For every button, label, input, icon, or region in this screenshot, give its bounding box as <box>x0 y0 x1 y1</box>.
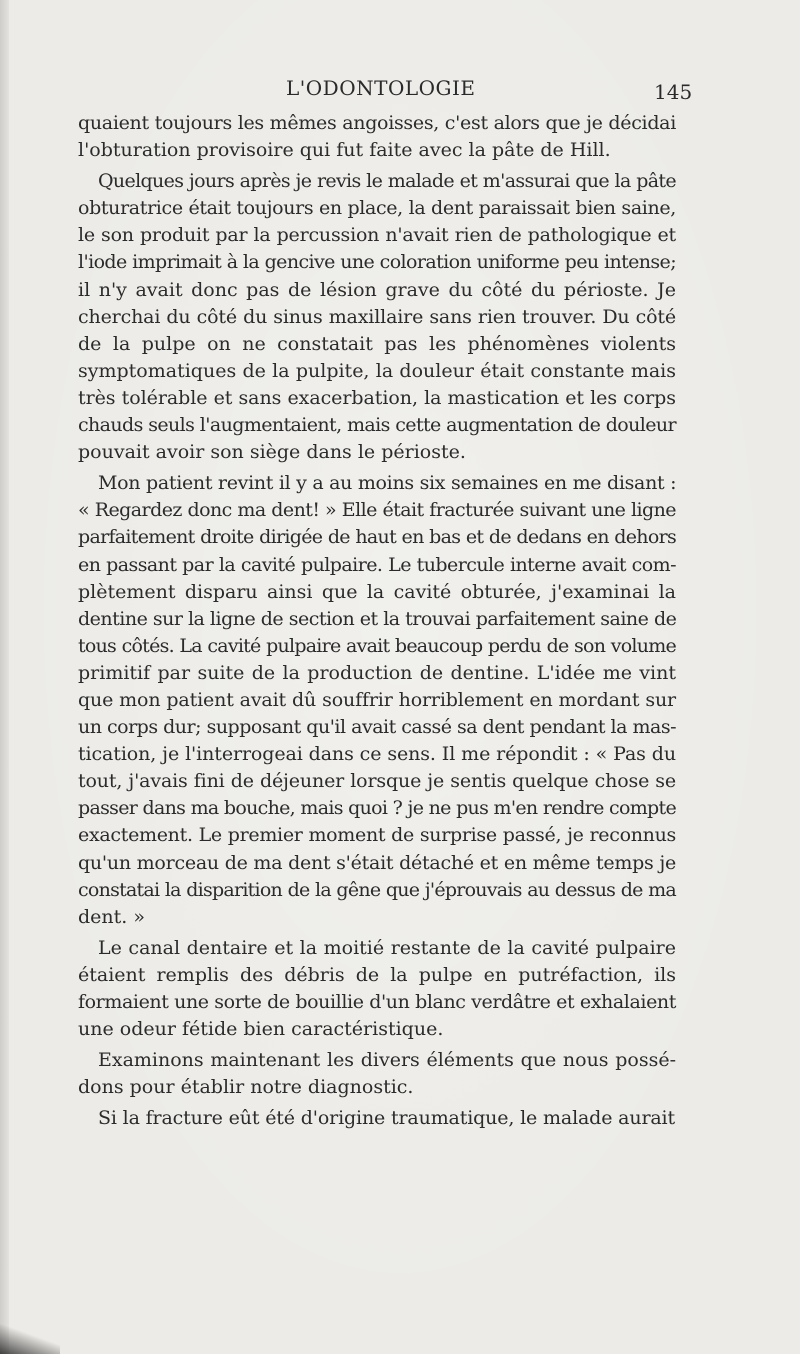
text-line: obturatrice était toujours en place, la dent paraissait bien saine, <box>78 197 676 220</box>
text-line: le son produit par la percussion n'avait rien de pathologique et <box>78 224 676 247</box>
paragraph <box>78 168 676 466</box>
paragraph <box>78 470 676 931</box>
text-line: Quelques jours après je revis le malade et m'assurai que la pâte <box>98 170 676 193</box>
text-line: tout, j'avais fini de déjeuner lorsque je sentis quelque chose se <box>78 770 676 793</box>
text-line: très tolérable et sans exacerbation, la mastication et les corps <box>78 386 676 409</box>
text-line: il n'y avait donc pas de lésion grave du côté du périoste. Je <box>78 278 676 301</box>
body-text <box>78 110 676 1132</box>
text-line: Le canal dentaire et la moitié restante de la cavité pulpaire <box>98 936 676 959</box>
text-line: tous côtés. La cavité pulpaire avait beaucoup perdu de son volume <box>78 634 676 657</box>
running-title: L'ODONTOLOGIE <box>286 76 476 100</box>
page-header <box>0 72 800 102</box>
text-line: étaient remplis des débris de la pulpe en putréfaction, ils <box>78 963 676 986</box>
text-line: pouvait avoir son siège dans le périoste. <box>78 441 466 464</box>
text-line: Mon patient revint il y a au moins six semaines en me disant : <box>98 472 677 495</box>
paragraph <box>78 935 676 1043</box>
text-line: symptomatiques de la pulpite, la douleur était constante mais <box>78 359 676 382</box>
text-line: l'iode imprimait à la gencive une coloration uniforme peu intense; <box>78 251 676 274</box>
text-line: exactement. Le premier moment de surprise passé, je reconnus <box>78 824 676 847</box>
paragraph <box>78 110 676 164</box>
text-line: que mon patient avait dû souffrir horriblement en mordant sur <box>78 688 676 711</box>
text-line: en passant par la cavité pulpaire. Le tubercule interne avait com- <box>78 553 676 576</box>
paragraph <box>78 1047 676 1101</box>
text-line: Si la fracture eût été d'origine traumatique, le malade aurait <box>98 1107 675 1130</box>
text-line: Examinons maintenant les divers éléments que nous possé- <box>98 1049 676 1072</box>
paragraph <box>78 1105 676 1132</box>
text-line: parfaitement droite dirigée de haut en bas et de dedans en dehors <box>78 526 676 549</box>
text-line: dons pour établir notre diagnostic. <box>78 1076 414 1099</box>
text-line: tication, je l'interrogeai dans ce sens. Il me répondit : « Pas du <box>78 743 676 766</box>
text-line: cherchai du côté du sinus maxillaire sans rien trouver. Du côté <box>78 305 676 328</box>
text-line: de la pulpe on ne constatait pas les phénomènes violents <box>78 332 676 355</box>
text-line: l'obturation provisoire qui fut faite avec la pâte de Hill. <box>78 139 611 162</box>
page-corner-shadow <box>0 1324 60 1354</box>
text-line: une odeur fétide bien caractéristique. <box>78 1018 444 1041</box>
text-line: primitif par suite de la production de dentine. L'idée me vint <box>78 661 676 684</box>
text-line: plètement disparu ainsi que la cavité obturée, j'examinai la <box>78 580 676 603</box>
text-line: « Regardez donc ma dent! » Elle était fracturée suivant une ligne <box>78 499 676 522</box>
text-line: passer dans ma bouche, mais quoi ? je ne pus m'en rendre compte <box>78 797 676 820</box>
text-line: constatai la disparition de la gêne que j'éprouvais au dessus de ma <box>78 878 676 901</box>
text-line: un corps dur; supposant qu'il avait cassé sa dent pendant la mas- <box>78 716 676 739</box>
text-line: quaient toujours les mêmes angoisses, c'est alors que je décidai <box>78 112 676 134</box>
text-line: qu'un morceau de ma dent s'était détaché et en même temps je <box>78 851 676 874</box>
text-line: dentine sur la ligne de section et la trouvai parfaitement saine de <box>78 607 677 630</box>
page-left-edge-shadow <box>0 0 9 1354</box>
text-line: chauds seuls l'augmentaient, mais cette augmentation de douleur <box>78 414 676 437</box>
text-line: dent. » <box>78 905 145 928</box>
page-number: 145 <box>654 80 693 104</box>
text-line: formaient une sorte de bouillie d'un blanc verdâtre et exhalaient <box>78 991 676 1013</box>
